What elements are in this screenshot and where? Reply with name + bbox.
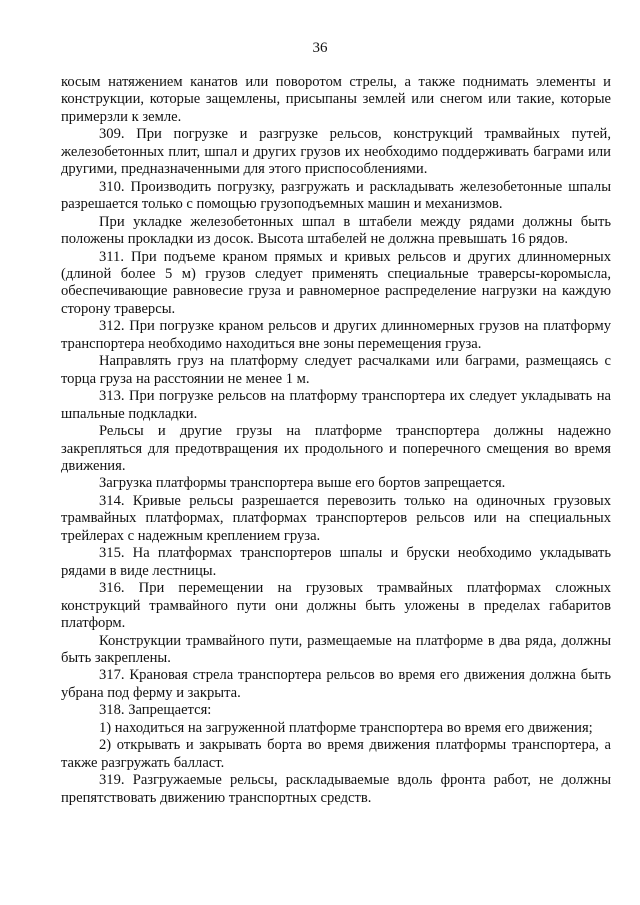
paragraph-continuation: косым натяжением канатов или поворотом стрелы, а также поднимать элементы и конструкции, которые защемлены, присыпаны землей или снегом или такие, которые примерзли к земле.: [61, 74, 611, 125]
paragraph-310-stacking: При укладке железобетонных шпал в штабели между рядами должны быть положены прокладки из досок. Высота штабелей не должна превышать 16 рядов.: [61, 213, 611, 248]
paragraph-315: 315. На платформах транспортеров шпалы и бруски необходимо укладывать рядами в виде лестницы.: [61, 545, 611, 579]
paragraph-318-item-2: 2) открывать и закрывать борта во время движения платформы транспортера, а также разгружать балласт.: [61, 737, 611, 771]
paragraph-316-fastening: Конструкции трамвайного пути, размещаемые на платформе в два ряда, должны быть закреплены.: [61, 632, 611, 666]
paragraph-313: 313. При погрузке рельсов на платформу транспортера их следует укладывать на шпальные подкладки.: [61, 388, 611, 422]
page-number: 36: [312, 40, 328, 56]
paragraph-313-securing: Рельсы и другие грузы на платформе транспортера должны надежно закрепляться для предотвращения их продольного и поперечного смещения во время движения.: [61, 423, 611, 474]
paragraph-314: 314. Кривые рельсы разрешается перевозить только на одиночных грузовых трамвайных платформах, платформах транспортеров рельсов или на специальных трейлерах с надежным креплением груза.: [61, 492, 611, 544]
paragraph-312-guiding: Направлять груз на платформу следует расчалками или баграми, размещаясь с торца груза на расстоянии не менее 1 м.: [61, 353, 611, 387]
paragraph-311: 311. При подъеме краном прямых и кривых рельсов и других длинномерных (длиной более 5 м) грузов следует применять специальные траверсы-коромысла, обеспечивающие равновесие груза и равномерное распределение нагрузки на каждую сторону траверсы.: [61, 248, 611, 317]
paragraph-316: 316. При перемещении на грузовых трамвайных платформах сложных конструкций трамвайного пути они должны быть уложены в пределах габаритов платформ.: [61, 580, 611, 632]
paragraph-313-loading-limit: Загрузка платформы транспортера выше его бортов запрещается.: [99, 475, 506, 492]
document-body: [61, 74, 611, 807]
paragraph-309: 309. При погрузке и разгрузке рельсов, конструкций трамвайных путей, железобетонных плит, шпал и других грузов их необходимо поддерживать баграми или другими, предназначенными для этого приспособлениями.: [61, 126, 611, 178]
paragraph-318-item-1: 1) находиться на загруженной платформе транспортера во время его движения;: [99, 719, 593, 736]
paragraph-310: 310. Производить погрузку, разгружать и раскладывать железобетонные шпалы разрешается только с помощью грузоподъемных машин и механизмов.: [61, 178, 611, 213]
paragraph-319: 319. Разгружаемые рельсы, раскладываемые вдоль фронта работ, не должны препятствовать движению транспортных средств.: [61, 772, 611, 806]
paragraph-318: 318. Запрещается:: [99, 702, 212, 719]
paragraph-312: 312. При погрузке краном рельсов и других длинномерных грузов на платформу транспортера необходимо находиться вне зоны перемещения груза.: [61, 318, 611, 352]
paragraph-317: 317. Крановая стрела транспортера рельсов во время его движения должна быть убрана под ферму и закрыта.: [61, 667, 611, 701]
